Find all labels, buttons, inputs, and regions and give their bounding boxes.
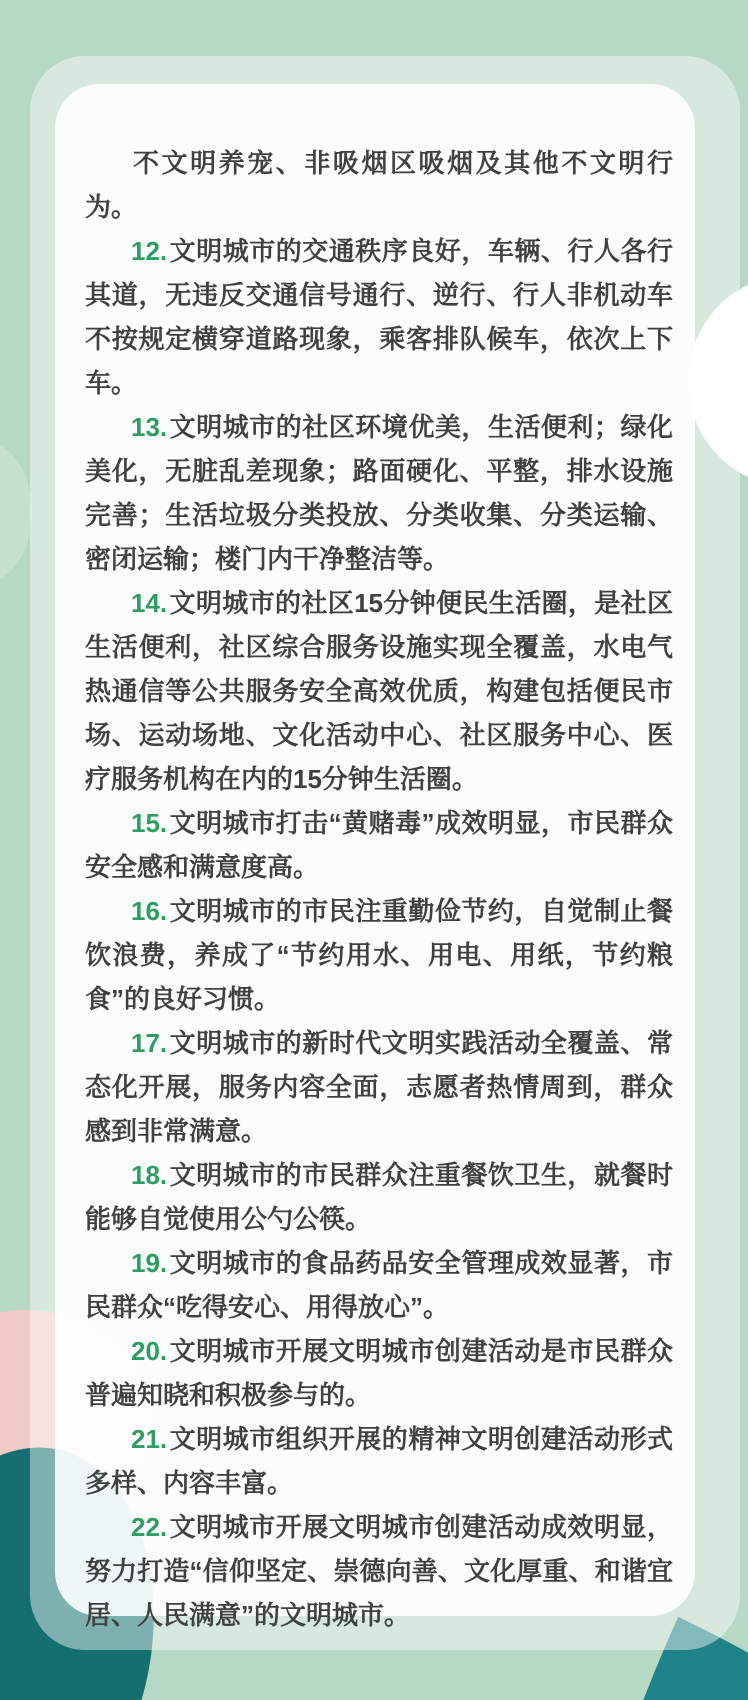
item-text: 文明城市的食品药品安全管理成效显著，市民群众“吃得安心、用得放心”。 [85,1248,673,1322]
list-item [85,1505,673,1637]
item-text: 文明城市开展文明城市创建活动成效明显，努力打造“信仰坚定、崇德向善、文化厚重、和谐宜居、人民满意”的文明城市。 [85,1512,673,1630]
item-text: 文明城市打击“黄赌毒”成效明显，市民群众安全感和满意度高。 [85,808,673,882]
civilized-city-list [85,141,673,1637]
item-text: 文明城市的新时代文明实践活动全覆盖、常态化开展，服务内容全面，志愿者热情周到，群众感到非常满意。 [85,1028,673,1146]
item-text: 文明城市组织开展的精神文明创建活动形式多样、内容丰富。 [85,1424,673,1498]
list-item [85,1329,673,1417]
list-item [85,801,673,889]
item-text: 文明城市开展文明城市创建活动是市民群众普遍知晓和积极参与的。 [85,1336,673,1410]
item-number: 14. [131,588,168,618]
list-item [85,141,673,229]
item-number: 22. [131,1512,168,1542]
list-item [85,889,673,1021]
item-text: 不文明养宠、非吸烟区吸烟及其他不文明行为。 [85,148,673,222]
item-text: 文明城市的交通秩序良好，车辆、行人各行其道，无违反交通信号通行、逆行、行人非机动车不按规定横穿道路现象，乘客排队候车，依次上下车。 [85,236,673,398]
list-item [85,1417,673,1505]
item-number: 12. [131,236,168,266]
item-number: 20. [131,1336,168,1366]
list-item [85,1021,673,1153]
list-item [85,1241,673,1329]
item-number: 13. [131,412,168,442]
item-text: 文明城市的市民注重勤俭节约，自觉制止餐饮浪费，养成了“节约用水、用电、用纸，节约粮食”的良好习惯。 [85,896,673,1014]
item-text: 文明城市的市民群众注重餐饮卫生，就餐时能够自觉使用公勺公筷。 [85,1160,673,1234]
item-text: 文明城市的社区15分钟便民生活圈，是社区生活便利，社区综合服务设施实现全覆盖，水电气热通信等公共服务安全高效优质，构建包括便民市场、运动场地、文化活动中心、社区服务中心、医疗服务机构在内的15分钟生活圈。 [85,588,673,794]
item-text: 文明城市的社区环境优美，生活便利；绿化美化，无脏乱差现象；路面硬化、平整，排水设施完善；生活垃圾分类投放、分类收集、分类运输、密闭运输；楼门内干净整洁等。 [85,412,673,574]
list-item [85,1153,673,1241]
list-item [85,229,673,405]
item-number: 15. [131,808,168,838]
item-number: 21. [131,1424,168,1454]
item-number: 16. [131,896,168,926]
list-item [85,581,673,801]
item-number: 19. [131,1248,168,1278]
list-item [85,405,673,581]
item-number: 17. [131,1028,168,1058]
item-number: 18. [131,1160,168,1190]
mint-blob-left [0,444,32,580]
